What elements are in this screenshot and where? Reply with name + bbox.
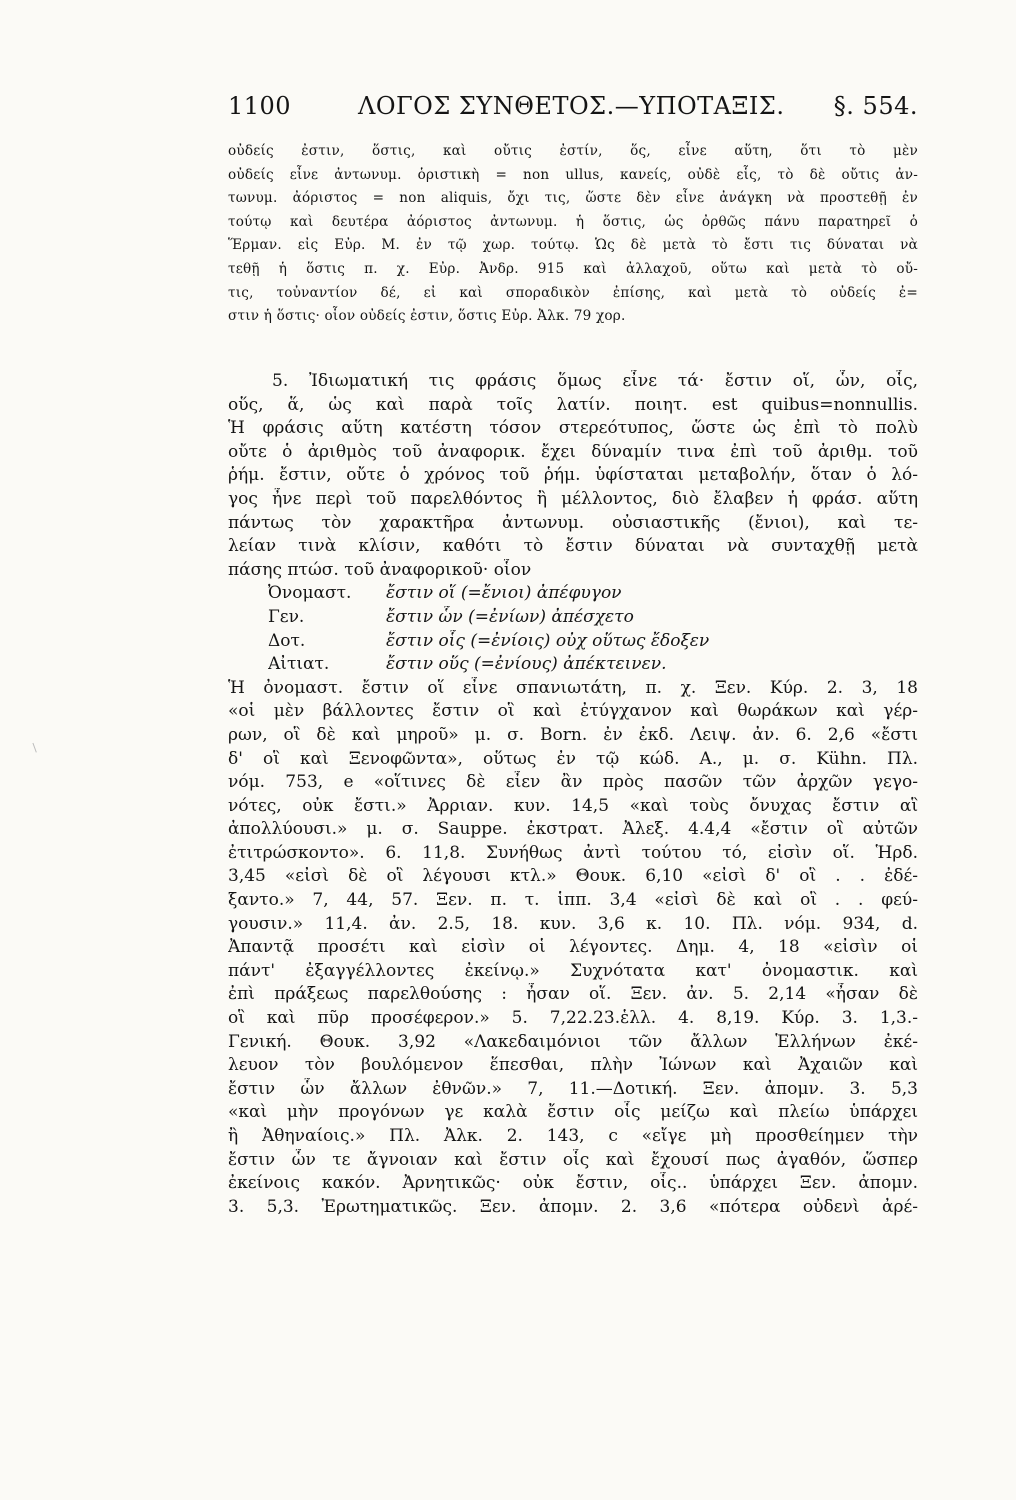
body-line: οἳ καὶ πῦρ προσέφερον.» 5. 7,22.23.ἑλλ. 4. 8,19. Κύρ. 3. 1,3.- — [228, 1008, 918, 1029]
body-line: ρων, οἳ δὲ καὶ μηροῦ» μ. σ. Born. ἐν ἐκδ. Λειψ. ἀν. 6. 2,6 «ἔστι — [228, 724, 918, 745]
case-example: ἔστιν οἷς (=ἐνίοις) οὐχ οὕτως ἔδοξεν — [386, 630, 710, 651]
body-line: γουσιν.» 11,4. ἀν. 2.5, 18. κυν. 3,6 κ. 10. Πλ. νόμ. 934, d. — [228, 913, 918, 934]
body-line: ἔστιν ὧν τε ἄγνοιαν καὶ ἔστιν οἷς καὶ ἔχουσί πως ἀγαθόν, ὥσπερ — [228, 1149, 918, 1170]
body-line: ἀπολλύουσι.» μ. σ. Sauppe. ἐκστρατ. Ἀλεξ. 4.4,4 «ἔστιν οἳ αὐτῶν — [228, 819, 918, 840]
body-line: πάσης πτώσ. τοῦ ἀναφορικοῦ· οἷον — [228, 559, 532, 580]
case-row — [268, 653, 918, 677]
section-number: §. 554. — [833, 92, 918, 120]
body-line: νότες, οὐκ ἔστι.» Ἀρριαν. κυν. 14,5 «καὶ τοὺς ὄνυχας ἔστιν αἳ — [228, 795, 918, 816]
body-line: Ἡ φράσις αὕτη κατέστη τόσον στερεότυπος, ὥστε ὡς ἐπὶ τὸ πολὺ — [228, 418, 918, 439]
body-line: πάντ' ἐξαγγέλλοντες ἐκείνῳ.» Συχνότατα κατ' ὀνομαστικ. καὶ — [228, 960, 918, 981]
small-line: τεθῇ ἡ ὅστις π. χ. Εὐρ. Ἀνδρ. 915 καὶ ἀλλαχοῦ, οὕτω καὶ μετὰ τὸ οὔ- — [228, 260, 918, 277]
case-example: ἔστιν οὕς (=ἐνίους) ἀπέκτεινεν. — [386, 654, 667, 675]
small-line: οὐδείς εἶνε ἀντωνυμ. ὁριστικὴ = non ullus, κανείς, οὐδὲ εἷς, τὸ δὲ οὔτις ἀν- — [228, 166, 918, 183]
small-line: Ἕρμαν. εἰς Εὐρ. Μ. ἐν τῷ χωρ. τούτῳ. Ὡς δὲ μετὰ τὸ ἔστι τις δύναται νὰ — [228, 237, 918, 254]
body-line: ἐπὶ πράξεως παρελθούσης : ἦσαν οἵ. Ξεν. ἀν. 5. 2,14 «ἦσαν δὲ — [228, 984, 918, 1005]
case-label: Ὀνομαστ. — [268, 583, 352, 604]
small-line: οὐδείς ἐστιν, ὅστις, καὶ οὔτις ἐστίν, ὅς, εἶνε αὕτη, ὅτι τὸ μὲν — [228, 143, 918, 159]
case-row — [268, 582, 918, 606]
case-row — [268, 630, 918, 654]
case-label: Δοτ. — [268, 630, 306, 651]
body-line: ῥήμ. ἔστιν, οὔτε ὁ χρόνος τοῦ ῥήμ. ὑφίσταται μεταβολήν, ὅταν ὁ λό- — [228, 465, 918, 486]
case-label: Αἰτιατ. — [268, 654, 330, 675]
body-line: ἐτιτρώσκοντο». 6. 11,8. Συνήθως ἀντὶ τούτου τό, εἰσὶν οἵ. Ἡρδ. — [228, 842, 918, 863]
case-table — [228, 582, 918, 676]
page-header — [228, 92, 918, 128]
body-line: ἢ Ἀθηναίοις.» Πλ. Ἀλκ. 2. 143, c «εἴγε μὴ προσθείημεν τὴν — [228, 1126, 918, 1146]
body-line: 3. 5,3. Ἐρωτηματικῶς. Ξεν. ἀπομν. 2. 3,6 «πότερα οὐδενὶ ἀρέ- — [228, 1196, 918, 1217]
body-line: νόμ. 753, e «οἵτινες δὲ εἶεν ἂν πρὸς πασῶν τῶν ἀρχῶν γεγο- — [228, 772, 918, 793]
small-line: τωνυμ. ἀόριστος = non aliquis, ὄχι τις, ὥστε δὲν εἶνε ἀνάγκη νὰ προστεθῇ ἐν — [228, 190, 918, 207]
case-row — [268, 606, 918, 630]
body-line: γος ἦνε περὶ τοῦ παρελθόντος ἢ μέλλοντος, διὸ ἔλαβεν ἡ φράσ. αὕτη — [228, 488, 918, 509]
case-label: Γεν. — [268, 606, 305, 627]
body-line: οὔτε ὁ ἀριθμὸς τοῦ ἀναφορικ. ἔχει δύναμίν τινα ἐπὶ τοῦ ἀριθμ. τοῦ — [228, 441, 918, 462]
footnote-paragraph — [228, 140, 918, 329]
body-line: «οἱ μὲν βάλλοντες ἔστιν οἳ καὶ ἐτύγχανον καὶ θωράκων καὶ γέρ- — [228, 701, 918, 722]
body-line: δ' οἳ καὶ Ξενοφῶντα», οὕτως ἐν τῷ κώδ. Α., μ. σ. Kühn. Πλ. — [228, 748, 918, 769]
body-line: πάντως τὸν χαρακτῆρα ἀντωνυμ. οὐσιαστικῆς (ἔνιοι), καὶ τε- — [228, 512, 918, 533]
body-line: 5. Ἰδιωματική τις φράσις ὅμως εἶνε τά· ἔστιν οἵ, ὧν, οἷς, — [272, 371, 918, 391]
case-example: ἔστιν οἵ (=ἔνιοι) ἀπέφυγον — [386, 583, 622, 604]
small-line: τις, τοὐναντίον δέ, εἰ καὶ σποραδικὸν ἐπίσης, καὶ μετὰ τὸ οὐδείς ἐ= — [228, 284, 918, 301]
body-line: ἔστιν ὧν ἄλλων ἐθνῶν.» 7, 11.—Δοτική. Ξεν. ἀπομν. 3. 5,3 — [228, 1078, 918, 1099]
body-line: λείαν τινὰ κλίσιν, καθότι τὸ ἔστιν δύναται νὰ συνταχθῇ μετὰ — [228, 536, 918, 557]
main-text — [228, 370, 918, 1219]
body-line: ἐκείνοις κακόν. Ἀρνητικῶς· οὐκ ἔστιν, οἷς.. ὑπάρχει Ξεν. ἀπομν. — [228, 1173, 918, 1194]
body-line: οὕς, ἅ, ὡς καὶ παρὰ τοῖς λατίν. ποιητ. est quibus=nonnullis. — [228, 394, 918, 415]
small-line: στιν ἡ ὅστις· οἷον οὐδείς ἐστιν, ὅστις Εὐρ. Ἀλκ. 79 χορ. — [228, 308, 626, 325]
case-example: ἔστιν ὧν (=ἐνίων) ἀπέσχετο — [386, 606, 634, 627]
body-line: Ἀπαντᾷ προσέτι καὶ εἰσὶν οἱ λέγοντες. Δημ. 4, 18 «εἰσὶν οἱ — [228, 937, 918, 958]
body-line: Ἡ ὀνομαστ. ἔστιν οἵ εἶνε σπανιωτάτη, π. χ. Ξεν. Κύρ. 2. 3, 18 — [228, 677, 918, 698]
body-line: λευον τὸν βουλόμενον ἕπεσθαι, πλὴν Ἰώνων καὶ Ἀχαιῶν καὶ — [228, 1055, 918, 1076]
margin-scratch — [32, 741, 40, 752]
body-line: «καὶ μὴν προγόνων γε καλὰ ἔστιν οἷς μείζω καὶ πλείω ὑπάρχει — [228, 1102, 918, 1123]
small-line: τούτῳ καὶ δευτέρα ἀόριστος ἀντωνυμ. ἡ ὅστις, ὡς ὀρθῶς πάνυ παρατηρεῖ ὁ — [228, 213, 918, 230]
body-line: Γενική. Θουκ. 3,92 «Λακεδαιμόνιοι τῶν ἄλλων Ἑλλήνων ἐκέ- — [228, 1031, 918, 1052]
body-line: ξαντο.» 7, 44, 57. Ξεν. π. τ. ἱππ. 3,4 «εἰσὶ δὲ καὶ οἳ . . φεύ- — [228, 890, 918, 911]
running-title: ΛΟΓΟΣ ΣΥΝΘΕΤΟΣ.—ΥΠΟΤΑΞΙΣ. — [358, 92, 785, 120]
page-number: 1100 — [228, 92, 292, 120]
body-line: 3,45 «εἰσὶ δὲ οἳ λέγουσι κτλ.» Θουκ. 6,10 «εἰσὶ δ' οἳ . . ἐδέ- — [228, 866, 918, 887]
